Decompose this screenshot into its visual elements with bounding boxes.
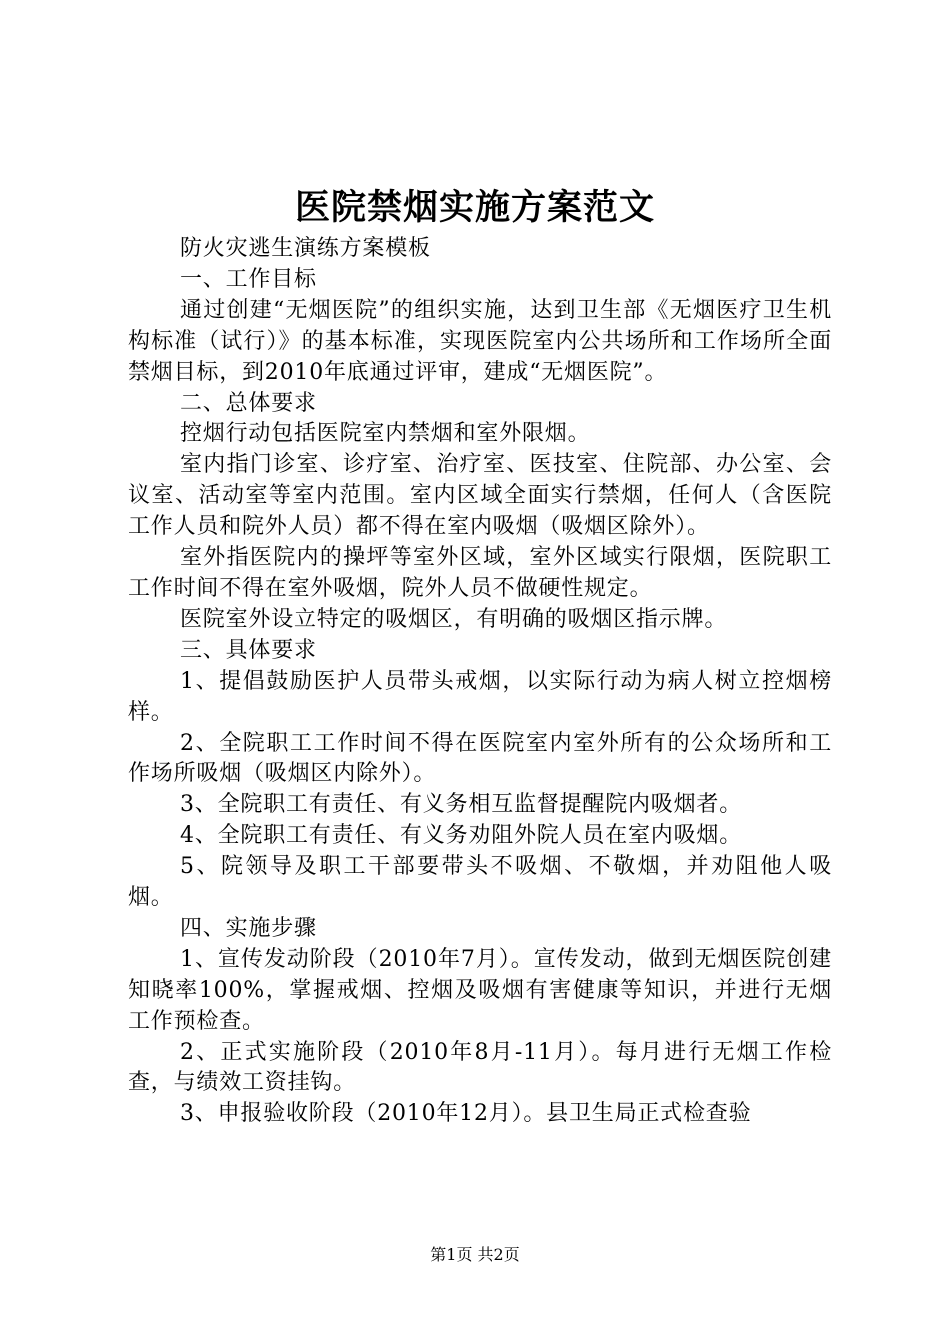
paragraph-goals: 通过创建“无烟医院”的组织实施，达到卫生部《无烟医疗卫生机构标准（试行）》的基本标准，实现医院室内公共场所和工作场所全面禁烟目标，到2010年底通过评审，建成“无烟医院”。 bbox=[128, 297, 832, 385]
list-item-specific-2: 2、全院职工工作时间不得在医院室内室外所有的公众场所和工作场所吸烟（吸烟区内除外）。 bbox=[128, 730, 832, 787]
paragraph-overall-2: 室内指门诊室、诊疗室、治疗室、医技室、住院部、办公室、会议室、活动室等室内范围。室内区域全面实行禁烟，任何人（含医院工作人员和院外人员）都不得在室内吸烟（吸烟区除外）。 bbox=[128, 452, 832, 540]
list-item-specific-3: 3、全院职工有责任、有义务相互监督提醒院内吸烟者。 bbox=[180, 792, 742, 818]
section-heading-goals: 一、工作目标 bbox=[180, 266, 317, 292]
paragraph-overall-3: 室外指医院内的操坪等室外区域，室外区域实行限烟，医院职工工作时间不得在室外吸烟，院外人员不做硬性规定。 bbox=[128, 545, 832, 601]
paragraph-subtitle: 防火灾逃生演练方案模板 bbox=[180, 236, 431, 261]
section-heading-steps: 四、实施步骤 bbox=[180, 915, 317, 941]
document-title: 医院禁烟实施方案范文 bbox=[294, 187, 655, 228]
section-heading-specific: 三、具体要求 bbox=[180, 637, 317, 663]
list-item-step-3: 3、申报验收阶段（2010年12月）。县卫生局正式检查验 bbox=[180, 1101, 752, 1127]
paragraph-overall-1: 控烟行动包括医院室内禁烟和室外限烟。 bbox=[180, 421, 591, 447]
list-item-specific-1: 1、提倡鼓励医护人员带头戒烟，以实际行动为病人树立控烟榜样。 bbox=[128, 668, 832, 725]
section-heading-overall: 二、总体要求 bbox=[180, 390, 317, 416]
paragraph-overall-4: 医院室外设立特定的吸烟区，有明确的吸烟区指示牌。 bbox=[180, 606, 728, 632]
list-item-specific-5: 5、院领导及职工干部要带头不吸烟、不敬烟，并劝阻他人吸烟。 bbox=[128, 854, 832, 911]
list-item-specific-4: 4、全院职工有责任、有义务劝阻外院人员在室内吸烟。 bbox=[180, 823, 742, 849]
page-number-footer: 第1页 共2页 bbox=[430, 1245, 520, 1264]
document-body bbox=[128, 234, 832, 1130]
list-item-step-2: 2、正式实施阶段（2010年8月-11月）。每月进行无烟工作检查，与绩效工资挂钩。 bbox=[128, 1039, 832, 1096]
list-item-step-1: 1、宣传发动阶段（2010年7月）。宣传发动，做到无烟医院创建知晓率100%，掌握戒烟、控烟及吸烟有害健康等知识，并进行无烟工作预检查。 bbox=[128, 946, 832, 1034]
